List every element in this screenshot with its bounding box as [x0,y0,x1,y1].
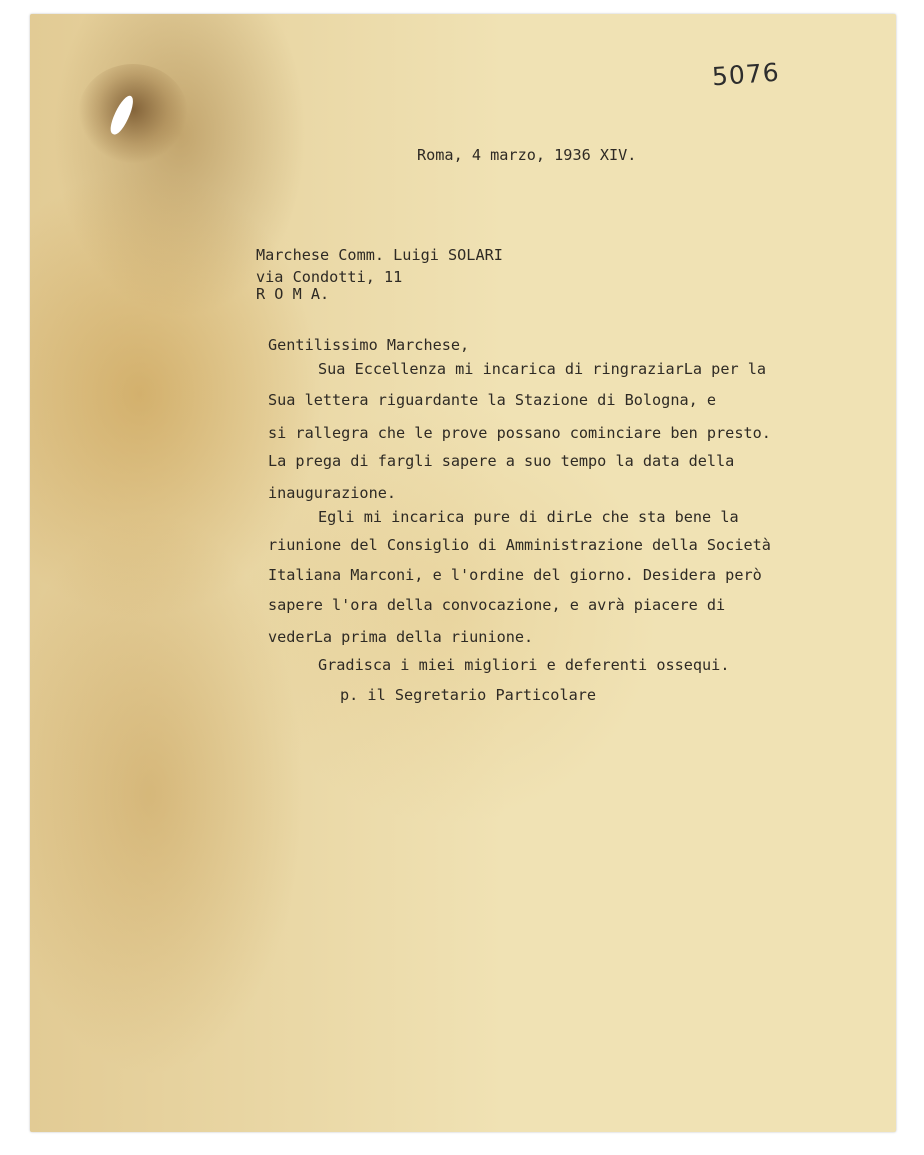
handwritten-document-number: 5076 [711,57,781,92]
signature-line: p. il Segretario Particolare [340,686,597,704]
salutation: Gentilissimo Marchese, [268,336,470,354]
body-line: riunione del Consiglio di Amministrazione della Società [268,536,771,554]
body-line: vederLa prima della riunione. [268,628,534,646]
body-line: Egli mi incarica pure di dirLe che sta bene la [318,508,739,526]
recipient-city: R O M A. [256,285,330,303]
closing-line: Gradisca i miei migliori e deferenti ossequi. [318,656,730,674]
recipient-street: via Condotti, 11 [256,268,403,286]
date-line: Roma, 4 marzo, 1936 XIV. [417,146,637,164]
rust-stain [78,64,188,164]
body-line: Sua lettera riguardante la Stazione di Bologna, e [268,391,717,409]
body-line: si rallegra che le prove possano cominciare ben presto. [268,424,771,442]
body-line: La prega di fargli sapere a suo tempo la data della [268,452,735,470]
body-line: Italiana Marconi, e l'ordine del giorno. Desidera però [268,566,762,584]
body-line: inaugurazione. [268,484,397,502]
body-line: sapere l'ora della convocazione, e avrà piacere di [268,596,726,614]
body-line: Sua Eccellenza mi incarica di ringraziarLa per la [318,360,767,378]
recipient-name: Marchese Comm. Luigi SOLARI [256,246,503,264]
